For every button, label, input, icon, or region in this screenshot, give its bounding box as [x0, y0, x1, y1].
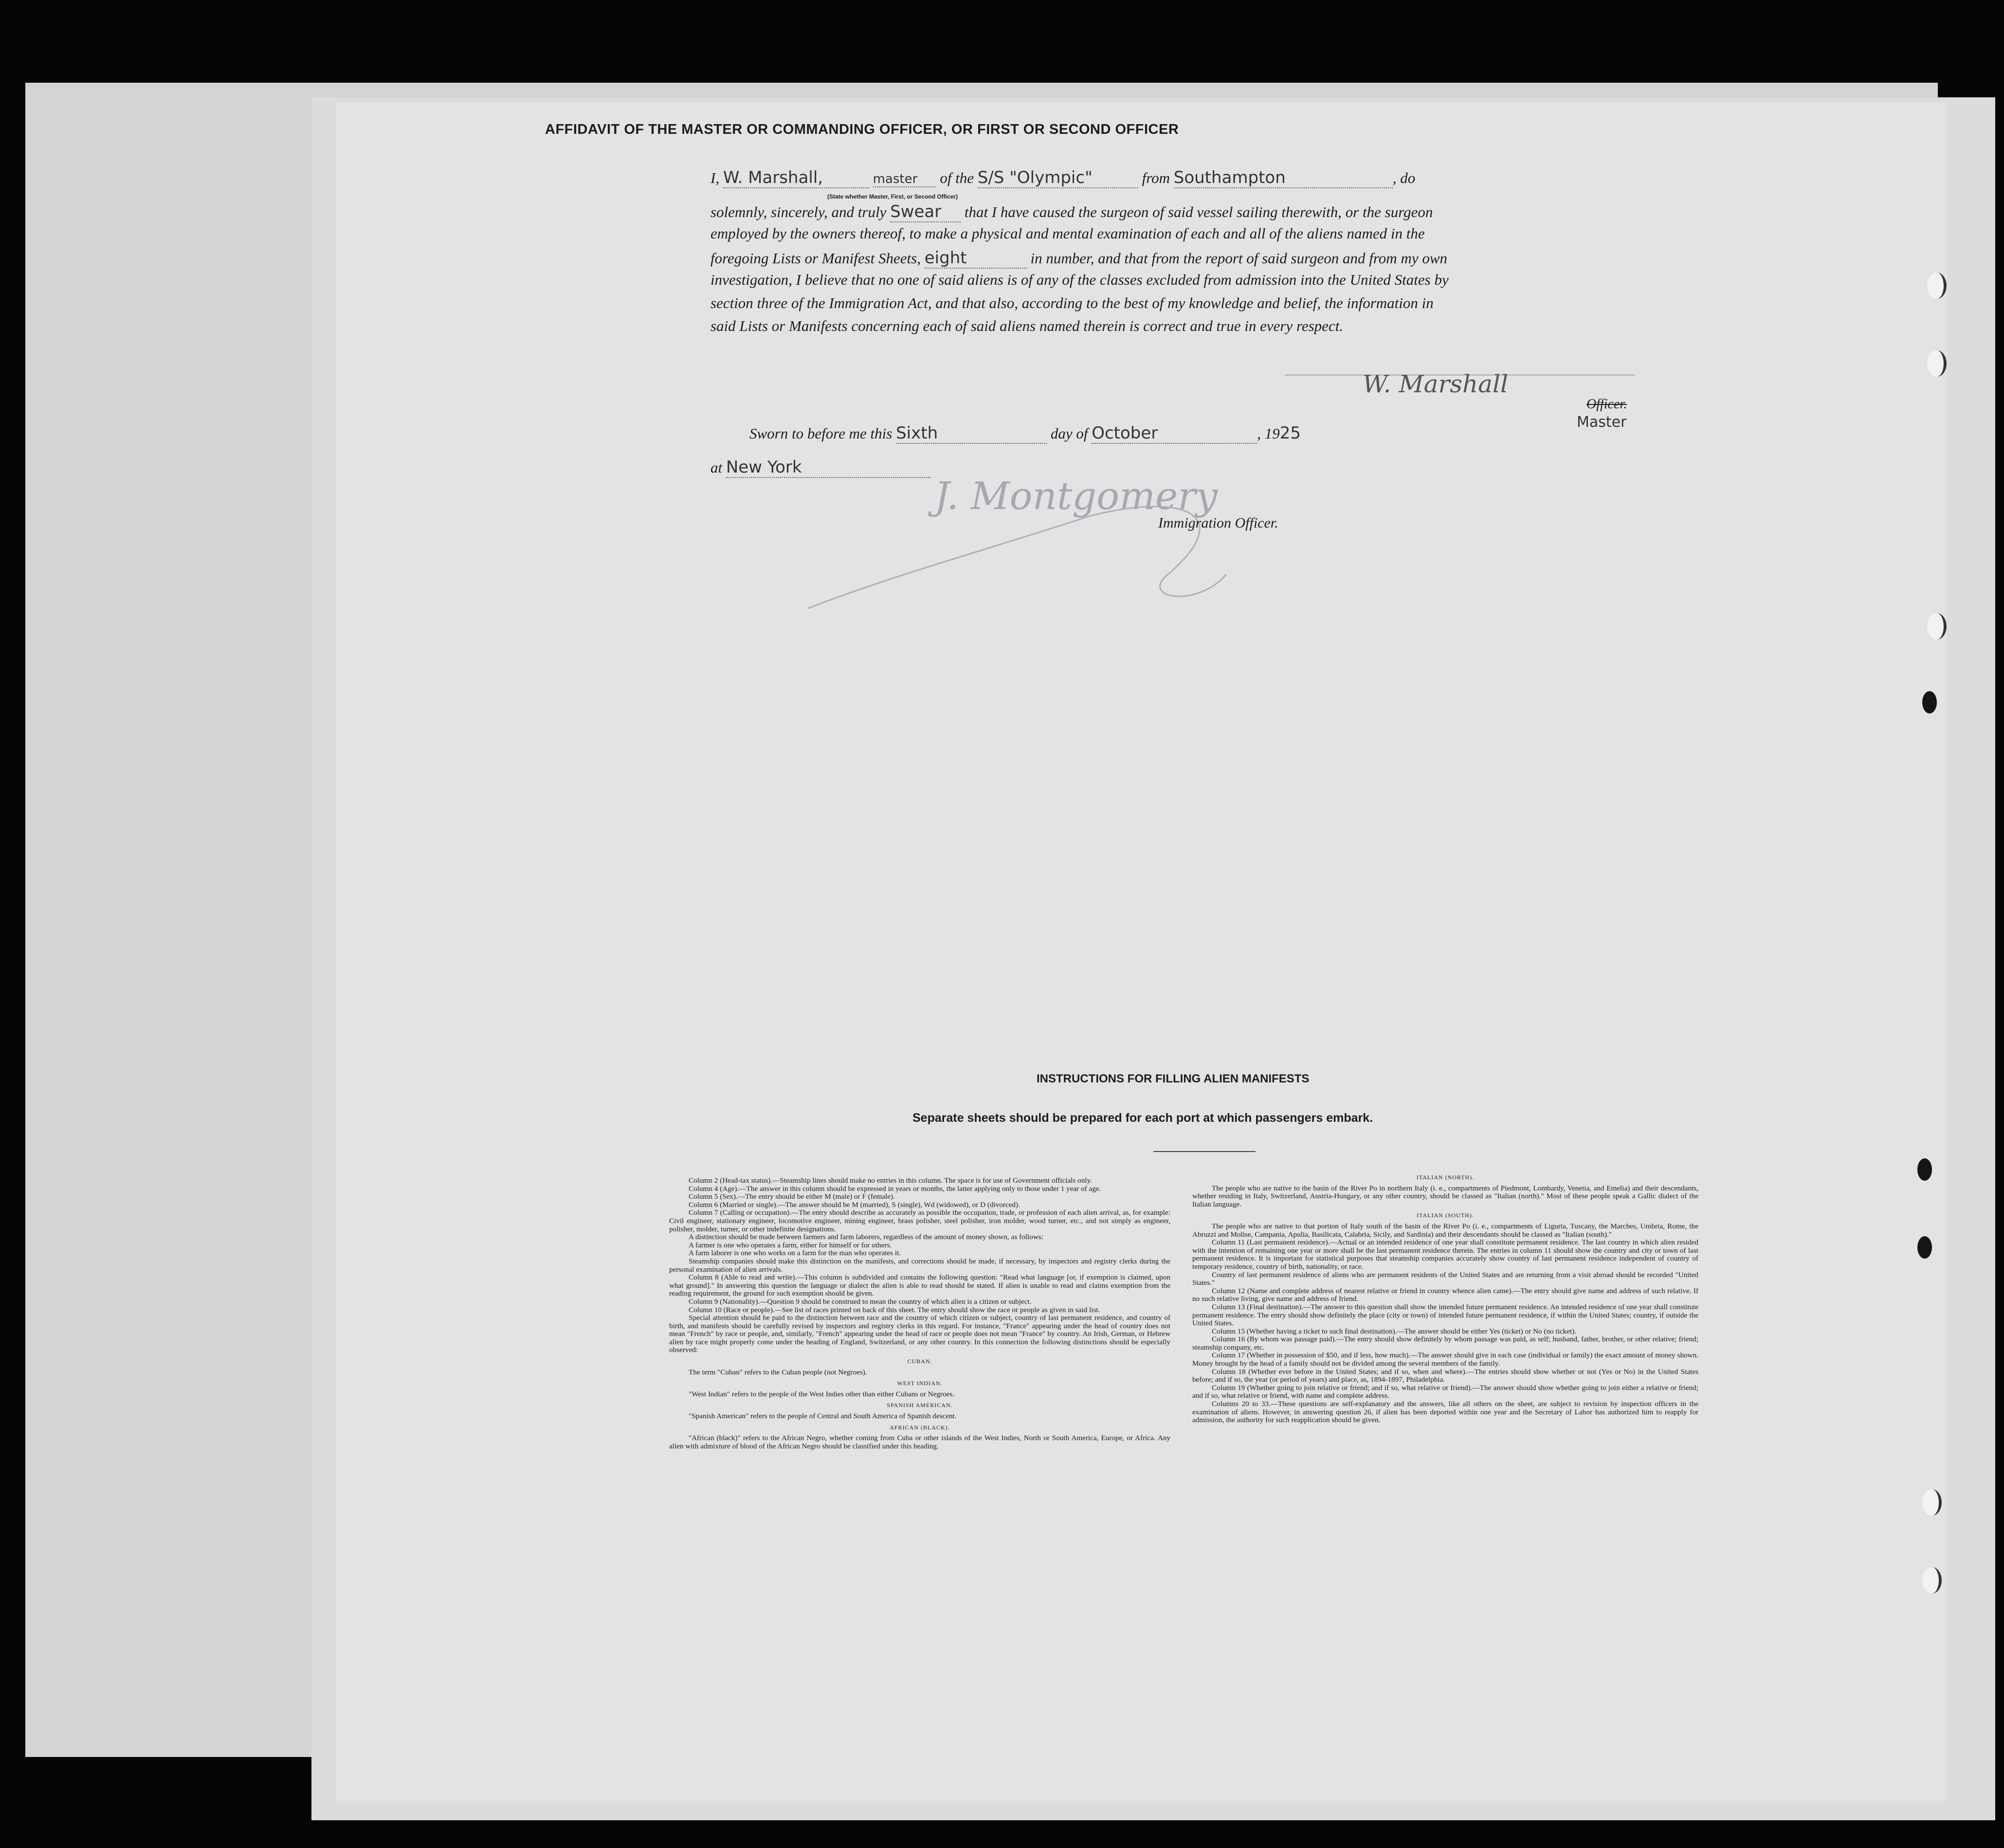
sworn-place: New York [726, 457, 930, 478]
instructions-right-column [1192, 1171, 1698, 1425]
binder-hole [1917, 1236, 1932, 1259]
affidavit-text: Sworn to before me this [749, 425, 893, 442]
instruction-para: Column 19 (Whether going to join relative or friend; and if so, what relative or friend).—The answer should show whether going to join either a relative or friend; and if so, what relative or friend, with name and complete address. [1192, 1383, 1698, 1400]
departure-port: Southampton [1174, 168, 1393, 188]
affidavit-of-the: of the [940, 169, 974, 186]
instruction-para: Column 5 (Sex).—The entry should be either M (male) or F (female). [689, 1192, 895, 1201]
affidavit-line-4 [711, 248, 1447, 269]
vessel-name: S/S "Olympic" [978, 168, 1138, 188]
instruction-para: The people who are native to the basin of the River Po in northern Italy (i. e., compartments of Piedmont, Lombardy, Venetia, and Emelia) and their descendants, whether residing in Italy, Switzerland, Austria-Hungary, or any other country, should be classed as "Italian (north)." Most of these people speak a Gallic dialect of the Italian language. [1192, 1184, 1698, 1208]
master-signature: W. Marshall [1363, 370, 1508, 398]
affidavit-text: solemnly, sincerely, and truly [711, 203, 887, 220]
section-heading: SPANISH AMERICAN. [887, 1402, 953, 1409]
binder-hole [1927, 273, 1947, 299]
manifest-page [336, 102, 1947, 1801]
instruction-para: Special attention should be paid to the distinction between race and the country of which citizen or subject, country of last permanent residence, and country of birth, and manifests should be carefully revised by inspectors and registry clerks in this regard. For instance, "France" appearing under the head of country does not mean "French" by race or people, and, similarly, "French" appearing under the head of race or people does not mean "France" by country. An Irish, German, or Hebrew alien by race might properly come under the heading of England, Switzerland, or any other country. In this connection the following distinctions should be especially observed: [669, 1314, 1170, 1354]
binder-hole [1922, 691, 1937, 714]
affidavit-line-7: said Lists or Manifests concerning each of said aliens named therein is correct and true in every respect. [711, 317, 1344, 334]
section-heading: ITALIAN (NORTH). [1416, 1174, 1475, 1181]
section-heading: AFRICAN (BLACK). [890, 1424, 950, 1431]
officer-name: W. Marshall, [723, 168, 869, 188]
instruction-para: Column 4 (Age).—The answer in this column should be expressed in years or months, the latter applying only to those under 1 year of age. [689, 1184, 1101, 1193]
oath-word: Swear [890, 202, 961, 222]
instruction-para: Column 15 (Whether having a ticket to such final destination).—The answer should be either Yes (ticket) or No (no ticket). [1212, 1327, 1577, 1336]
instruction-para: Steamship companies should make this distinction on the manifests, and corrections should be made, if necessary, by inspectors and registry clerks during the personal examination of alien arrivals. [669, 1257, 1170, 1274]
instruction-para: Column 10 (Race or people).—See list of races printed on back of this sheet. The entry should show the race or people as given in said list. [689, 1305, 1100, 1314]
affidavit-text: , 19 [1257, 425, 1280, 442]
section-heading: ITALIAN (SOUTH). [1417, 1212, 1474, 1219]
instruction-para: The people who are native to that portion of Italy south of the basin of the River Po (i. e., compartments of Liguria, Tuscany, the Marches, Umbria, Rome, the Abruzzi and Molise, Campania, Apulia, Basilicata, Calabria, Sicily, and Sardinia) and their descendants should be classed as "Italian (south)." [1192, 1222, 1698, 1239]
sworn-place-line [711, 457, 930, 478]
sworn-year: 25 [1279, 423, 1301, 443]
affidavit-text: foregoing Lists or Manifest Sheets, [711, 250, 921, 267]
affidavit-do: , do [1392, 169, 1416, 186]
affidavit-text: day of [1050, 425, 1088, 442]
instruction-para: Column 2 (Head-tax status).—Steamship lines should make no entries in this column. The space is for use of Government officials only. [689, 1176, 1092, 1185]
instruction-para: Column 8 (Able to read and write).—This column is subdivided and contains the following question: "Read what language [or, if exemption is claimed, upon what ground]." In answering this question the language or dialect the alien is able to read should be stated. If alien is unable to read and claims exemption from the reading requirement, the ground for such exemption should be given. [669, 1273, 1170, 1298]
immigration-officer-signature: J. Montgomery [934, 475, 1218, 518]
signature-flourish [798, 487, 1382, 623]
affidavit-from: from [1142, 169, 1170, 186]
sworn-day: Sixth [896, 423, 1047, 444]
instruction-para: Column 6 (Married or single).—The answer should be M (married), S (single), Wd (widowed), or D (divorced). [689, 1200, 1020, 1209]
affidavit-line-5: investigation, I believe that no one of said aliens is of any of the classes excluded from admission into the United States by [711, 271, 1449, 288]
binder-hole [1922, 1567, 1942, 1593]
instruction-para: A farmer is one who operates a farm, either for himself or for others. [689, 1241, 892, 1249]
affidavit-title: AFFIDAVIT OF THE MASTER OR COMMANDING OFFICER, OR FIRST OR SECOND OFFICER [545, 122, 1179, 137]
instruction-para: "African (black)" refers to the African Negro, whether coming from Cuba or other islands of the West Indies, North or South America, Europe, or Africa. Any alien with admixture of blood of the African Negro should be classified under this heading. [669, 1434, 1170, 1450]
instruction-para: Columns 20 to 33.—These questions are self-explanatory and the answers, like all others on the sheet, are subject to revision by inspection officers in the examination of aliens. However, in answering question 26, if alien has been deported within one year and the Secretary of Labor has authorized him to reapply for admission, the authority for such reapplication should be given. [1192, 1400, 1698, 1425]
affidavit-line-3: employed by the owners thereof, to make a physical and mental examination of each and all of the aliens named in the [711, 225, 1425, 242]
rank-hint: (State whether Master, First, or Second Officer) [827, 193, 958, 200]
instructions-left-column [669, 1177, 1170, 1450]
instruction-para: Column 17 (Whether in possession of $50, and if less, how much).—The answer should give in each case (individual or family) the exact amount of money shown. Money brought by the head of a family should not be divided among the several members of the family. [1192, 1351, 1698, 1368]
instruction-para: A distinction should be made between farmers and farm laborers, regardless of the amount of money shown, as follows: [689, 1233, 1043, 1242]
officer-printed-title: Officer. [1586, 397, 1627, 412]
affidavit-line-6: section three of the Immigration Act, and that also, according to the best of my knowledge and belief, the information in [711, 294, 1434, 311]
affidavit-line-1 [711, 168, 1415, 188]
officer-rank: master [873, 172, 936, 187]
instruction-para: Column 12 (Name and complete address of nearest relative or friend in country whence alien came).—The entry should give name and address of such relative. If no such relative living, give name and address of friend. [1192, 1286, 1698, 1303]
affidavit-text: at [711, 459, 723, 476]
instruction-para: The term "Cuban" refers to the Cuban people (not Negroes). [689, 1368, 867, 1376]
instruction-para: Column 13 (Final destination).—The answer to this question shall show the intended future permanent residence. An intended residence of one year shall constitute permanent residence. The entry should show definitely the place (city or town) of intended future permanent residence, if within the United States; country, if outside the United States. [1192, 1302, 1698, 1328]
sworn-line [749, 423, 1301, 444]
binder-hole [1922, 1489, 1942, 1516]
instruction-para: "West Indian" refers to the people of the West Indies other than either Cubans or Negroes. [689, 1390, 955, 1398]
instruction-para: Column 16 (By whom was passage paid).—The entry should show definitely by whom passage was paid, as self; husband, father, brother, or other relative; friend; steamship company, etc. [1192, 1335, 1698, 1352]
instruction-para: Column 9 (Nationality).—Question 9 should be construed to mean the country of which alien is a citizen or subject. [689, 1297, 1032, 1306]
instruction-para: "Spanish American" refers to the people of Central and South America of Spanish descent. [689, 1412, 957, 1421]
officer-handwritten-title: Master [1577, 414, 1627, 431]
instruction-para: Column 18 (Whether ever before in the United States; and if so, when and where).—The entries should show whether or not (Yes or No) in the United States before; and if so, the year (or period of years) and place, as, 1894-1897, Philadelphia. [1192, 1367, 1698, 1384]
affidavit-text: that I have caused the surgeon of said vessel sailing therewith, or the surgeon [964, 203, 1433, 220]
sheet-count: eight [925, 248, 1027, 269]
immigration-officer-label: Immigration Officer. [1158, 515, 1278, 531]
instructions-title: INSTRUCTIONS FOR FILLING ALIEN MANIFESTS [1037, 1072, 1310, 1085]
instructions-divider [1153, 1151, 1256, 1152]
section-heading: WEST INDIAN. [897, 1380, 943, 1387]
instruction-para: Column 7 (Calling or occupation).—The entry should describe as accurately as possible the occupation, trade, or profession of each alien arrival, as, for example: Civil engineer, stationary engineer, locomotive engineer, mining engineer, brass polisher, steel polisher, iron molder, wood turner, etc., and not simply as engineer, polisher, molder, turner, or other indefinite designations. [669, 1208, 1170, 1233]
section-heading: CUBAN. [907, 1358, 932, 1365]
affidavit-text: in number, and that from the report of said surgeon and from my own [1030, 250, 1448, 267]
instructions-subtitle: Separate sheets should be prepared for each port at which passengers embark. [912, 1111, 1373, 1125]
instruction-para: Country of last permanent residence of aliens who are permanent residents of the United States and are returning from a visit abroad should be recorded "United States." [1192, 1270, 1698, 1287]
binder-hole [1927, 613, 1947, 640]
affidavit-i: I, [711, 169, 720, 186]
sworn-month: October [1092, 423, 1257, 444]
binder-hole [1917, 1158, 1932, 1181]
binder-hole [1927, 350, 1947, 377]
instruction-para: Column 11 (Last permanent residence).—Actual or an intended residence of one year shall constitute permanent residence. The last country in which alien resided with the intention of remaining one year or more shall be the last permanent residence therein. The entries in column 11 should show the country and city or town of last permanent residence. It is important for statistical purposes that steamship companies accurately show country of last permanent residence independent of country of temporary residence, country of birth, nationality, or race. [1192, 1238, 1698, 1271]
affidavit-line-2 [711, 202, 1433, 222]
instruction-para: A farm laborer is one who works on a farm for the man who operates it. [689, 1249, 901, 1258]
